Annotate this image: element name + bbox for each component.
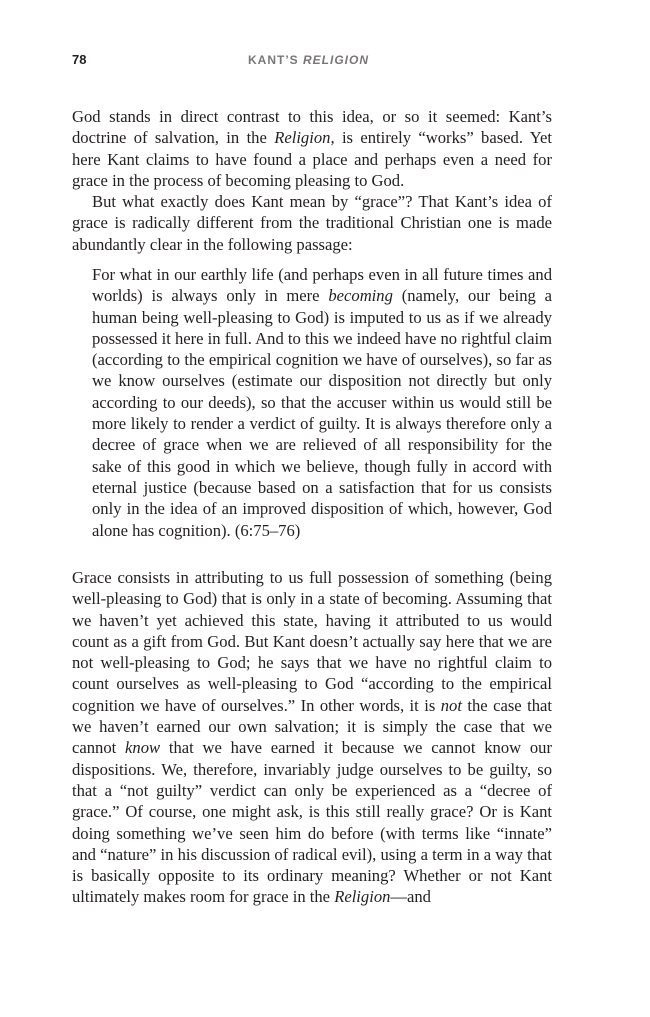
paragraph-3-italic-not: not: [440, 695, 462, 715]
paragraph-3-text-c: the case that we haven’t earned our own salvation; it is simply the case that we cannot: [72, 695, 552, 758]
quote-italic-becoming: becoming: [328, 286, 393, 306]
block-quotation: [92, 264, 552, 541]
continuation-text: [72, 567, 552, 908]
page-number: 78: [72, 52, 87, 67]
paragraph-3-text-a: Grace consists in attributing to us full possession of something (being well-pleasing to God) that is only in a state of becoming. Assuming that we haven’t yet achieved this state, having it attributed to us would count as a gift from God. But Kant doesn’t actually say here that we are not well-pleasing to God; he says that we have no rightful claim to count ourselves as well-pleasing to God “according to the empirical cognition we have of ourselves.” In other words, it is: [72, 568, 552, 715]
running-title-italic: RELIGION: [303, 53, 370, 67]
paragraph-3-text-e: that we have earned it because we cannot know our dispositions. We, therefore, invariably judge ourselves to be guilty, so that a “not guilty” verdict can only be experienced as a “decree of grace.” Of course, one might ask, is this still really grace? Or is Kant doing something we’ve seen him do before (with terms like “innate” and “nature” in his discussion of radical evil), using a term in a way that is basically opposite to its ordinary meaning? Whether or not Kant ultimately makes room for grace in the: [72, 738, 553, 907]
intro-text: [72, 106, 552, 255]
paragraph-1-italic-religion: Religion: [274, 128, 331, 148]
running-title-prefix: KANT’S: [248, 53, 303, 67]
paragraph-3-text-g: —and: [390, 887, 431, 907]
paragraph-3-italic-know: know: [125, 738, 161, 758]
paragraph-1-text-c: , is entirely “works” based. Yet here Kant claims to have found a place and perhaps even a need for grace in the process of becoming pleasing to God.: [72, 128, 553, 190]
quote-text-c: (namely, our being a human being well-pleasing to God) is imputed to us as if we already possessed it here in full. And to this we indeed have no rightful claim (according to the empirical cognition we have of ourselves), so far as we know ourselves (estimate our disposition not directly but only according to our deeds), so that the accuser within us would still be more likely to render a verdict of guilty. It is always therefore only a decree of grace when we are relieved of all responsibility for the sake of this good in which we believe, though fully in accord with eternal justice (because based on a satisfaction that for us consists only in the idea of an improved disposition of which, however, God alone has cognition). (6:75–76): [92, 286, 552, 540]
paragraph-2: But what exactly does Kant mean by “grace”? That Kant’s idea of grace is radically different from the traditional Christian one is made abundantly clear in the following passage:: [72, 192, 552, 254]
quote-text-a: For what in our earthly life (and perhaps even in all future times and worlds) is always only in mere: [92, 265, 552, 306]
paragraph-3-italic-religion: Religion: [334, 887, 391, 907]
paragraph-3: [72, 567, 552, 908]
running-title: [248, 53, 369, 67]
paragraph-1: [72, 106, 552, 191]
paragraph-1-text-a: God stands in direct contrast to this idea, or so it seemed: Kant’s doctrine of salvation, in the: [72, 107, 552, 148]
running-head: [72, 52, 552, 72]
